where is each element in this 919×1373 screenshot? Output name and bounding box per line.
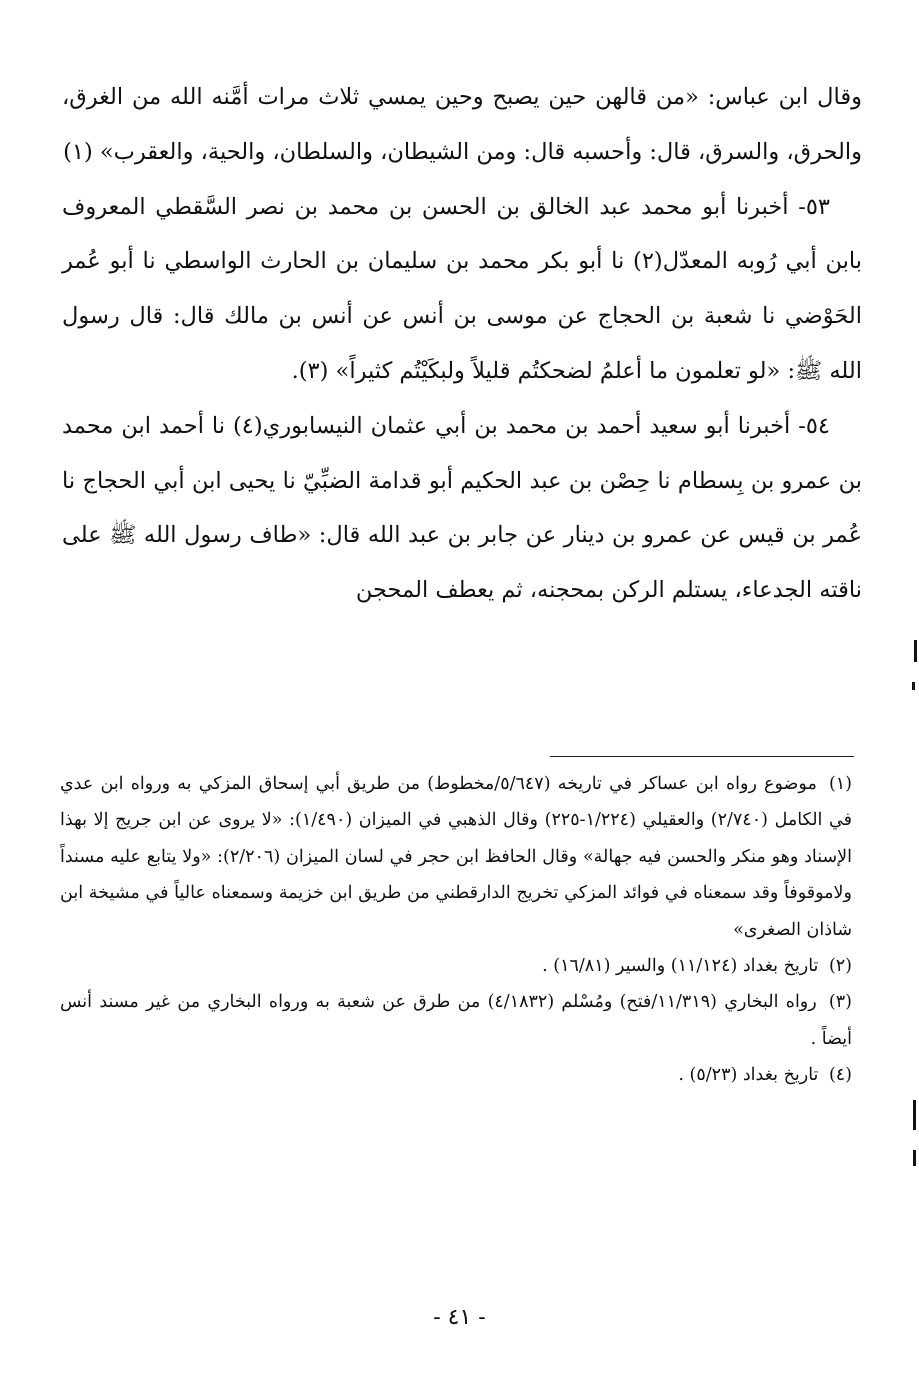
footnotes (60, 766, 852, 1094)
main-text (62, 70, 862, 618)
footnote-number: (١) (828, 774, 852, 794)
scan-edge-mark (913, 1150, 916, 1166)
footnote-text: موضوع رواه ابن عساكر في تاريخه (٥/٦٤٧/مخطوط) من طريق أبي إسحاق المزكي به ورواه ابن عدي في الكامل (٢/٧٤٠) والعقيلي (١/٢٢٤-٢٢٥) وقال الذهبي في الميزان (١/٤٩٠): «لا يروى عن ابن جريج إلا بهذا الإسناد وهو منكر والحسن فيه جهالة» وقال الحافظ ابن حجر في لسان الميزان (٢/٢٠٦): «ولا يتابع عليه مسنداً ولاموقوفاً وقد سمعناه في فوائد المزكي تخريج الدارقطني من طريق ابن خزيمة وسمعناه عالياً في مشيخة ابن شاذان الصغرى» (60, 774, 852, 940)
hadith-53-paragraph: ٥٣- أخبرنا أبو محمد عبد الخالق بن الحسن بن محمد بن نصر السَّقطي المعروف بابن أبي رُوبه المعدّل(٢) نا أبو بكر محمد بن سليمان بن الحارث الواسطي نا أبو عُمر الحَوْضي نا شعبة بن الحجاج عن موسى بن أنس عن أنس بن مالك قال: قال رسول الله ﷺ: «لو تعلمون ما أعلمُ لضحكتُم قليلاً ولبكَيْتُم كثيراً» (٣). (62, 193, 862, 384)
footnote-1 (60, 766, 852, 948)
footnote-4 (60, 1057, 852, 1093)
footnote-number: (٢) (828, 956, 852, 977)
scan-edge-mark (914, 640, 917, 662)
footnote-divider (550, 756, 854, 757)
quote-paragraph: وقال ابن عباس: «من قالهن حين يصبح وحين يمسي ثلاث مرات أمَّنه الله من الغرق، والحرق، والسرق، قال: وأحسبه قال: ومن الشيطان، والسلطان، والحية، والعقرب» (١) (62, 84, 862, 165)
hadith-54-paragraph: ٥٤- أخبرنا أبو سعيد أحمد بن محمد بن أبي عثمان النيسابوري(٤) نا أحمد ابن محمد بن عمرو بن بِسطام نا حِصْن بن عبد الحكيم أبو قدامة الضبِّيّ نا يحيى ابن أبي الحجاج نا عُمر بن قيس عن عمرو بن دينار عن جابر بن عبد الله قال: «طاف رسول الله ﷺ على ناقته الجدعاء، يستلم الركن بمحجنه، ثم يعطف المحجن (62, 412, 862, 604)
scan-edge-mark (912, 682, 915, 690)
footnote-3 (60, 984, 852, 1057)
footnote-text: تاريخ بغداد (٥/٢٣) . (678, 1065, 819, 1086)
footnote-text: تاريخ بغداد (١١/١٢٤) والسير (١٦/٨١) . (542, 956, 819, 977)
scan-edge-mark (913, 1100, 916, 1130)
page-number: - ٤١ - (433, 1305, 486, 1330)
footnote-number: (٣) (828, 992, 852, 1013)
footnote-text: رواه البخاري (١١/٣١٩/فتح) ومُسْلم (٤/١٨٣٢) من طرق عن شعبة به ورواه البخاري من غير مسند أنس أيضاً . (60, 992, 852, 1049)
footnote-number: (٤) (828, 1065, 852, 1086)
footnote-2 (60, 948, 852, 984)
